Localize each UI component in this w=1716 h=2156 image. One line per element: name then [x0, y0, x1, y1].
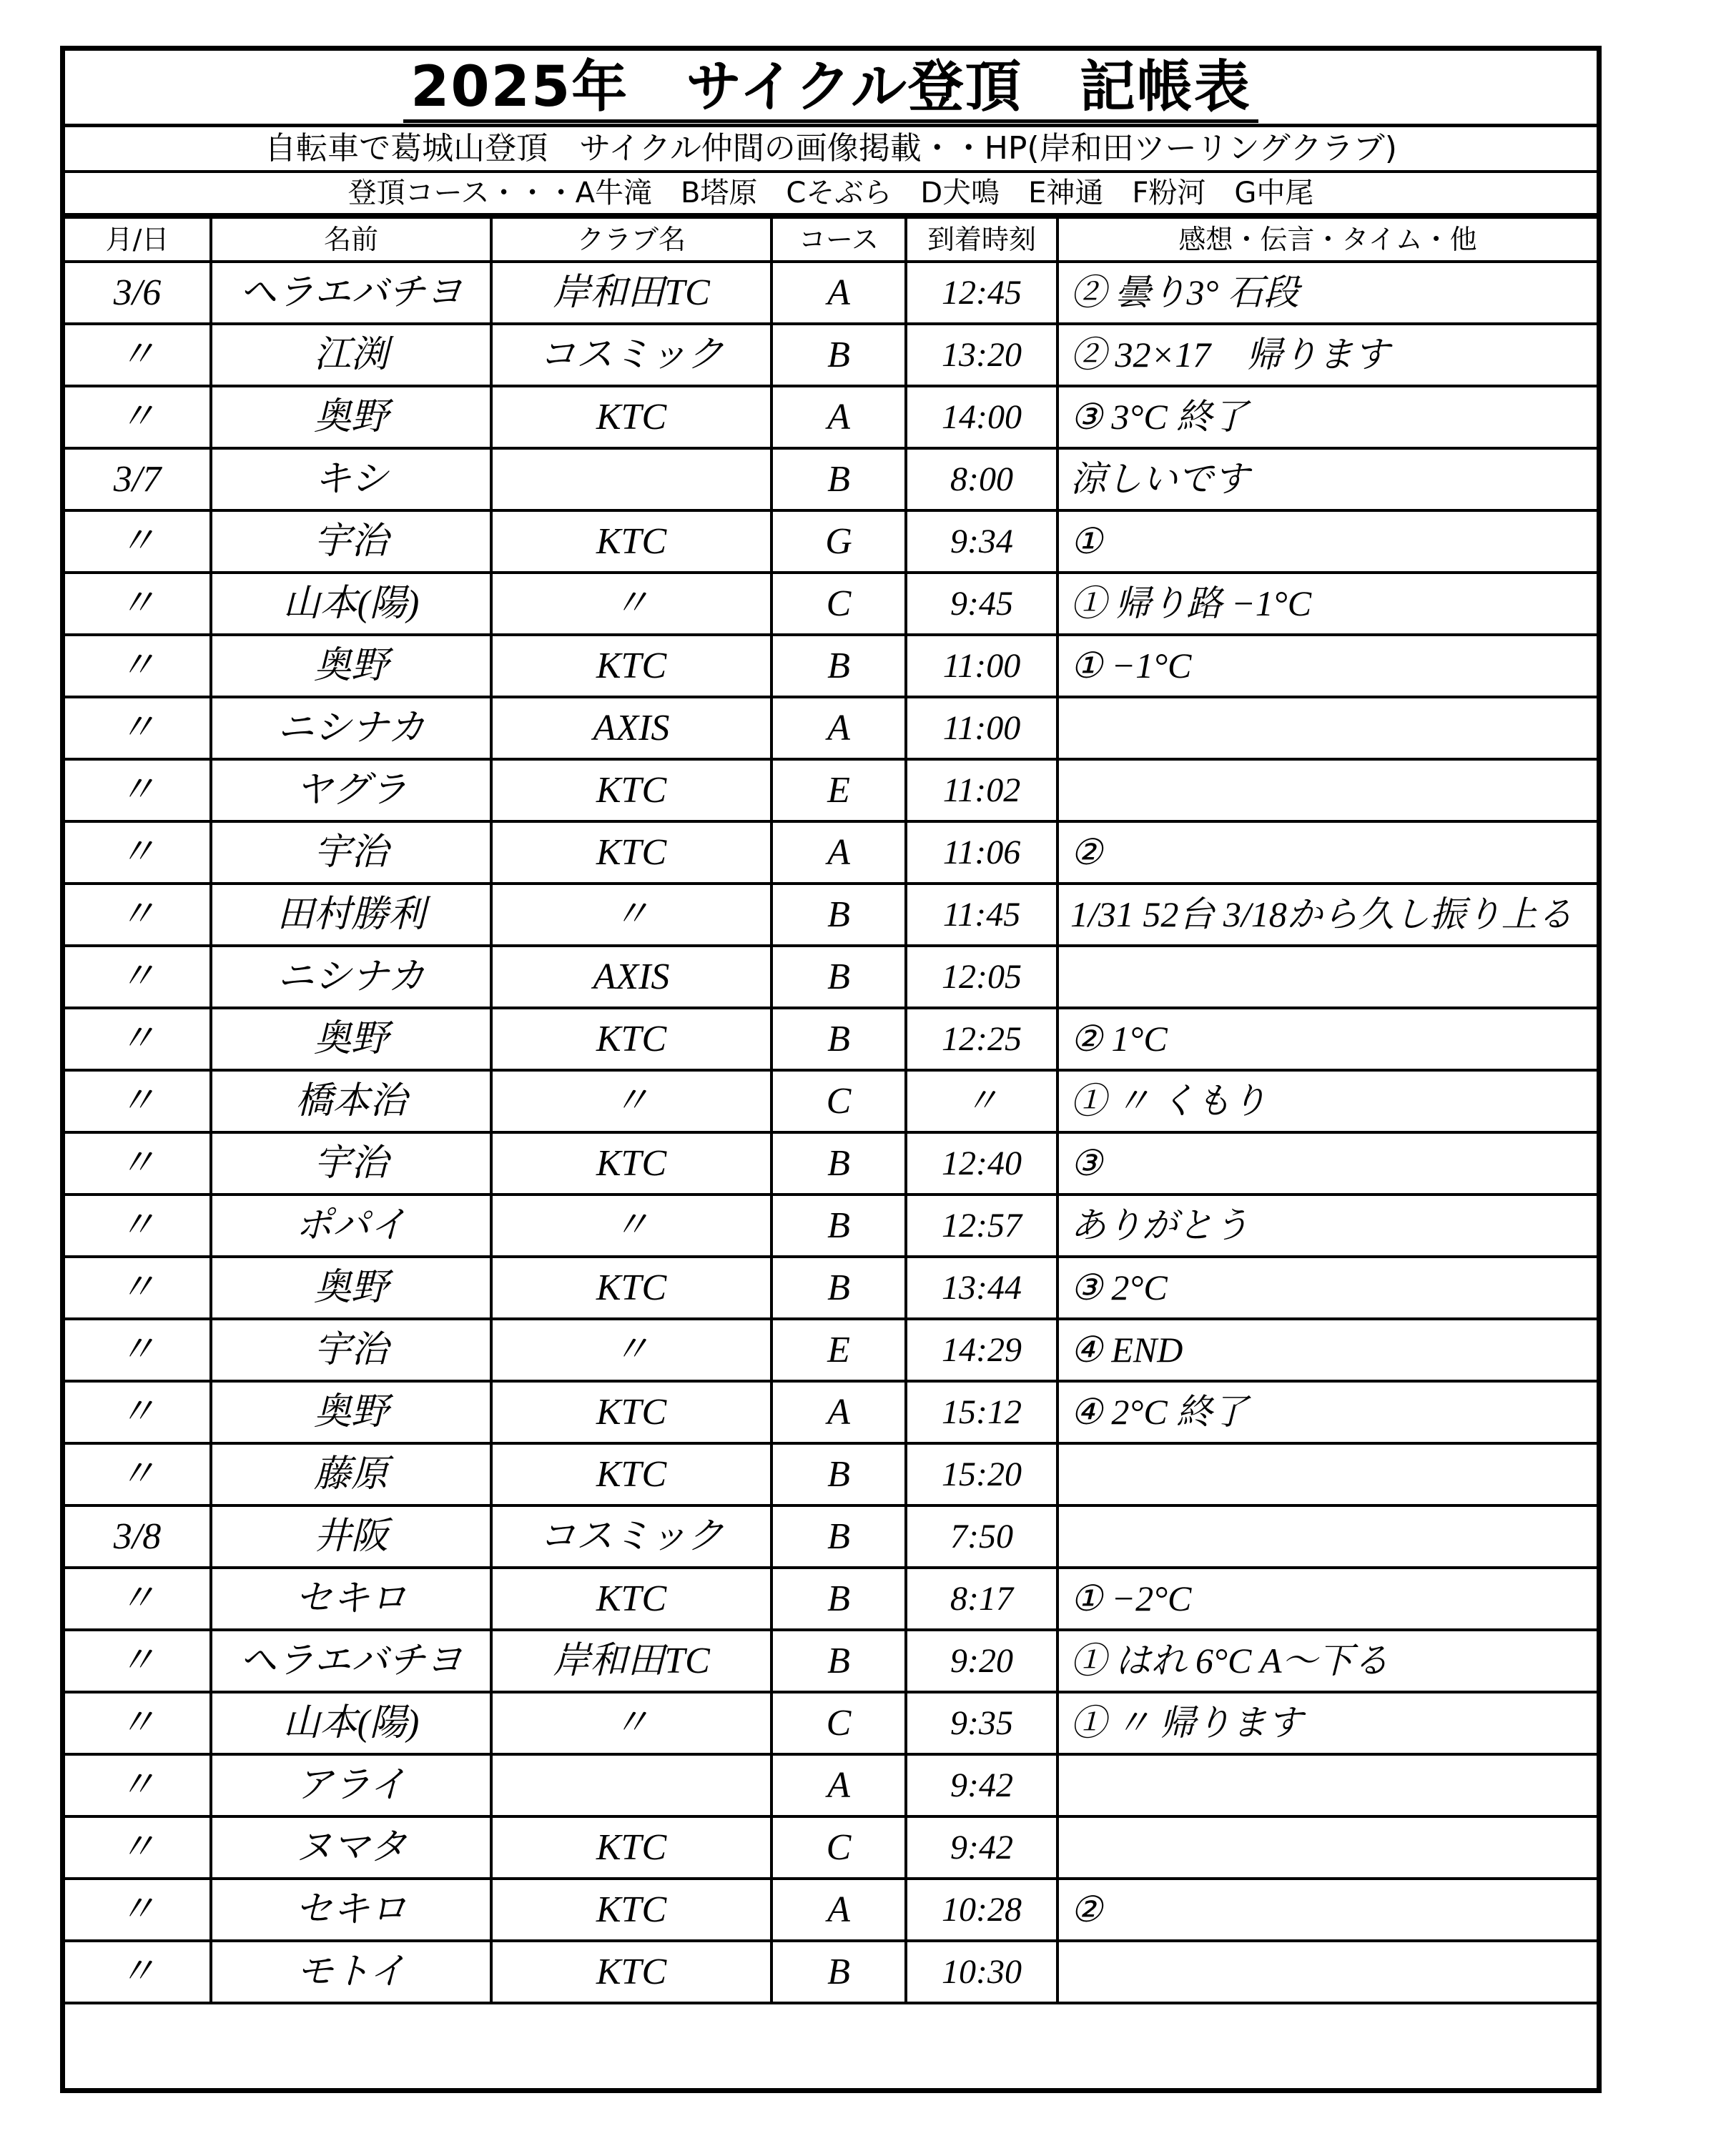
- memo-cell: [1057, 1443, 1597, 1505]
- table-row: [65, 821, 1597, 884]
- club-cell: KTC: [491, 386, 771, 448]
- time-cell: 15:20: [906, 1443, 1057, 1505]
- table-row: [65, 1754, 1597, 1816]
- name-cell: ヤグラ: [211, 759, 491, 821]
- course-cell: B: [771, 946, 906, 1008]
- memo-cell: 1/31 52台 3/18から久し振り上る: [1057, 884, 1597, 946]
- log-table: [65, 216, 1597, 2004]
- name-cell: 宇治: [211, 510, 491, 573]
- time-cell: 12:40: [906, 1132, 1057, 1195]
- memo-cell: ②: [1057, 1879, 1597, 1941]
- table-row: [65, 448, 1597, 510]
- name-cell: 宇治: [211, 821, 491, 884]
- name-cell: 井阪: [211, 1505, 491, 1568]
- name-cell: 藤原: [211, 1443, 491, 1505]
- memo-cell: [1057, 1505, 1597, 1568]
- course-cell: A: [771, 821, 906, 884]
- time-cell: 14:00: [906, 386, 1057, 448]
- memo-cell: ③ 2°C: [1057, 1257, 1597, 1319]
- table-row: [65, 1692, 1597, 1754]
- date-cell: 〃: [65, 324, 211, 386]
- time-cell: 12:45: [906, 262, 1057, 324]
- course-cell: B: [771, 324, 906, 386]
- time-cell: 13:44: [906, 1257, 1057, 1319]
- course-cell: C: [771, 1816, 906, 1879]
- time-cell: 10:28: [906, 1879, 1057, 1941]
- club-cell: KTC: [491, 1443, 771, 1505]
- memo-cell: [1057, 759, 1597, 821]
- table-row: [65, 884, 1597, 946]
- course-cell: A: [771, 697, 906, 759]
- time-cell: 15:12: [906, 1381, 1057, 1443]
- date-cell: 〃: [65, 946, 211, 1008]
- name-cell: 江渕: [211, 324, 491, 386]
- course-cell: B: [771, 1132, 906, 1195]
- memo-cell: ありがとう: [1057, 1195, 1597, 1257]
- course-cell: B: [771, 448, 906, 510]
- time-cell: 9:35: [906, 1692, 1057, 1754]
- club-cell: KTC: [491, 510, 771, 573]
- date-cell: 〃: [65, 884, 211, 946]
- subtitle: 自転車で葛城山登頂 サイクル仲間の画像掲載・・HP(岸和田ツーリングクラブ): [65, 127, 1597, 173]
- name-cell: セキロ: [211, 1879, 491, 1941]
- time-cell: 〃: [906, 1070, 1057, 1132]
- table-row: [65, 946, 1597, 1008]
- time-cell: 9:20: [906, 1630, 1057, 1692]
- course-cell: A: [771, 386, 906, 448]
- time-cell: 9:34: [906, 510, 1057, 573]
- memo-cell: [1057, 1816, 1597, 1879]
- course-cell: B: [771, 635, 906, 697]
- table-row: [65, 1195, 1597, 1257]
- page-title: [65, 51, 1597, 127]
- memo-cell: ② 32×17 帰ります: [1057, 324, 1597, 386]
- name-cell: キシ: [211, 448, 491, 510]
- memo-cell: ③: [1057, 1132, 1597, 1195]
- course-cell: A: [771, 1381, 906, 1443]
- name-cell: 奥野: [211, 1008, 491, 1070]
- club-cell: 〃: [491, 1070, 771, 1132]
- memo-cell: ④ 2°C 終了: [1057, 1381, 1597, 1443]
- club-cell: AXIS: [491, 697, 771, 759]
- date-cell: 〃: [65, 1941, 211, 2003]
- club-cell: 〃: [491, 573, 771, 635]
- course-cell: C: [771, 1692, 906, 1754]
- course-cell: A: [771, 1754, 906, 1816]
- log-body: [65, 262, 1597, 2003]
- column-header-course: コース: [771, 217, 906, 262]
- date-cell: 〃: [65, 386, 211, 448]
- table-row: [65, 386, 1597, 448]
- time-cell: 13:20: [906, 324, 1057, 386]
- time-cell: 8:00: [906, 448, 1057, 510]
- table-row: [65, 1132, 1597, 1195]
- date-cell: 〃: [65, 1816, 211, 1879]
- table-row: [65, 262, 1597, 324]
- name-cell: ポパイ: [211, 1195, 491, 1257]
- time-cell: 12:05: [906, 946, 1057, 1008]
- date-cell: 〃: [65, 1381, 211, 1443]
- table-row: [65, 1008, 1597, 1070]
- course-cell: B: [771, 1257, 906, 1319]
- course-cell: B: [771, 1505, 906, 1568]
- name-cell: 奥野: [211, 1257, 491, 1319]
- date-cell: 〃: [65, 821, 211, 884]
- course-cell: B: [771, 1941, 906, 2003]
- time-cell: 8:17: [906, 1568, 1057, 1630]
- club-cell: 岸和田TC: [491, 1630, 771, 1692]
- date-cell: 〃: [65, 1568, 211, 1630]
- course-cell: B: [771, 1195, 906, 1257]
- date-cell: 〃: [65, 759, 211, 821]
- table-row: [65, 759, 1597, 821]
- memo-cell: ② 曇り3° 石段: [1057, 262, 1597, 324]
- memo-cell: ① 〃 くもり: [1057, 1070, 1597, 1132]
- date-cell: 〃: [65, 510, 211, 573]
- name-cell: セキロ: [211, 1568, 491, 1630]
- time-cell: 7:50: [906, 1505, 1057, 1568]
- memo-cell: ④ END: [1057, 1319, 1597, 1381]
- date-cell: 〃: [65, 1132, 211, 1195]
- time-cell: 11:00: [906, 635, 1057, 697]
- date-cell: 〃: [65, 1443, 211, 1505]
- memo-cell: ① −2°C: [1057, 1568, 1597, 1630]
- date-cell: 〃: [65, 1257, 211, 1319]
- course-legend: 登頂コース・・・A牛滝 B塔原 Cそぶら D犬鳴 E神通 F粉河 G中尾: [65, 173, 1597, 216]
- name-cell: 山本(陽): [211, 1692, 491, 1754]
- table-row: [65, 1879, 1597, 1941]
- memo-cell: [1057, 1941, 1597, 2003]
- club-cell: KTC: [491, 1381, 771, 1443]
- table-row: [65, 1319, 1597, 1381]
- club-cell: コスミック: [491, 1505, 771, 1568]
- time-cell: 11:02: [906, 759, 1057, 821]
- course-cell: B: [771, 884, 906, 946]
- memo-cell: ①: [1057, 510, 1597, 573]
- time-cell: 10:30: [906, 1941, 1057, 2003]
- date-cell: 〃: [65, 1319, 211, 1381]
- name-cell: ニシナカ: [211, 946, 491, 1008]
- name-cell: モトイ: [211, 1941, 491, 2003]
- name-cell: 山本(陽): [211, 573, 491, 635]
- club-cell: [491, 1754, 771, 1816]
- date-cell: 〃: [65, 1008, 211, 1070]
- name-cell: 奥野: [211, 386, 491, 448]
- course-cell: B: [771, 1443, 906, 1505]
- date-cell: 3/7: [65, 448, 211, 510]
- time-cell: 9:42: [906, 1754, 1057, 1816]
- club-cell: [491, 448, 771, 510]
- name-cell: 宇治: [211, 1132, 491, 1195]
- date-cell: 〃: [65, 635, 211, 697]
- header-row: [65, 217, 1597, 262]
- club-cell: KTC: [491, 759, 771, 821]
- time-cell: 12:25: [906, 1008, 1057, 1070]
- memo-cell: ① 帰り路 −1°C: [1057, 573, 1597, 635]
- table-row: [65, 1070, 1597, 1132]
- date-cell: 〃: [65, 697, 211, 759]
- column-header-date: 月/日: [65, 217, 211, 262]
- course-cell: B: [771, 1568, 906, 1630]
- memo-cell: [1057, 1754, 1597, 1816]
- name-cell: 奥野: [211, 635, 491, 697]
- time-cell: 9:45: [906, 573, 1057, 635]
- name-cell: 橋本治: [211, 1070, 491, 1132]
- time-cell: 14:29: [906, 1319, 1057, 1381]
- table-row: [65, 510, 1597, 573]
- name-cell: 宇治: [211, 1319, 491, 1381]
- table-row: [65, 1941, 1597, 2003]
- memo-cell: ① −1°C: [1057, 635, 1597, 697]
- date-cell: 〃: [65, 1692, 211, 1754]
- club-cell: AXIS: [491, 946, 771, 1008]
- memo-cell: ① 〃 帰ります: [1057, 1692, 1597, 1754]
- table-row: [65, 1568, 1597, 1630]
- table-row: [65, 1443, 1597, 1505]
- club-cell: KTC: [491, 1257, 771, 1319]
- club-cell: 〃: [491, 1195, 771, 1257]
- log-sheet: [60, 46, 1602, 2093]
- memo-cell: [1057, 946, 1597, 1008]
- table-row: [65, 1630, 1597, 1692]
- course-cell: B: [771, 1630, 906, 1692]
- course-cell: B: [771, 1008, 906, 1070]
- course-cell: A: [771, 262, 906, 324]
- club-cell: 〃: [491, 1319, 771, 1381]
- date-cell: 3/8: [65, 1505, 211, 1568]
- memo-cell: ②: [1057, 821, 1597, 884]
- column-header-name: 名前: [211, 217, 491, 262]
- table-row: [65, 324, 1597, 386]
- name-cell: ヘラエバチヨ: [211, 1630, 491, 1692]
- memo-cell: ② 1°C: [1057, 1008, 1597, 1070]
- date-cell: 3/6: [65, 262, 211, 324]
- title-text: 2025年 サイクル登頂 記帳表: [403, 55, 1258, 123]
- time-cell: 9:42: [906, 1816, 1057, 1879]
- club-cell: KTC: [491, 1879, 771, 1941]
- name-cell: ヌマタ: [211, 1816, 491, 1879]
- table-row: [65, 1257, 1597, 1319]
- date-cell: 〃: [65, 573, 211, 635]
- time-cell: 12:57: [906, 1195, 1057, 1257]
- name-cell: 田村勝利: [211, 884, 491, 946]
- table-row: [65, 635, 1597, 697]
- name-cell: ニシナカ: [211, 697, 491, 759]
- date-cell: 〃: [65, 1754, 211, 1816]
- club-cell: KTC: [491, 635, 771, 697]
- club-cell: 〃: [491, 1692, 771, 1754]
- table-row: [65, 1381, 1597, 1443]
- club-cell: KTC: [491, 1008, 771, 1070]
- club-cell: コスミック: [491, 324, 771, 386]
- name-cell: アライ: [211, 1754, 491, 1816]
- course-cell: G: [771, 510, 906, 573]
- memo-cell: ③ 3°C 終了: [1057, 386, 1597, 448]
- club-cell: KTC: [491, 1816, 771, 1879]
- table-row: [65, 1816, 1597, 1879]
- date-cell: 〃: [65, 1630, 211, 1692]
- club-cell: KTC: [491, 1941, 771, 2003]
- table-row: [65, 573, 1597, 635]
- memo-cell: ① はれ 6°C A〜下る: [1057, 1630, 1597, 1692]
- table-row: [65, 697, 1597, 759]
- table-row: [65, 1505, 1597, 1568]
- club-cell: KTC: [491, 821, 771, 884]
- course-cell: C: [771, 573, 906, 635]
- memo-cell: 涼しいです: [1057, 448, 1597, 510]
- name-cell: 奥野: [211, 1381, 491, 1443]
- course-cell: C: [771, 1070, 906, 1132]
- date-cell: 〃: [65, 1879, 211, 1941]
- time-cell: 11:00: [906, 697, 1057, 759]
- column-header-club: クラブ名: [491, 217, 771, 262]
- column-header-memo: 感想・伝言・タイム・他: [1057, 217, 1597, 262]
- name-cell: ヘラエバチヨ: [211, 262, 491, 324]
- date-cell: 〃: [65, 1195, 211, 1257]
- time-cell: 11:06: [906, 821, 1057, 884]
- time-cell: 11:45: [906, 884, 1057, 946]
- course-cell: A: [771, 1879, 906, 1941]
- date-cell: 〃: [65, 1070, 211, 1132]
- club-cell: 岸和田TC: [491, 262, 771, 324]
- course-cell: E: [771, 759, 906, 821]
- memo-cell: [1057, 697, 1597, 759]
- column-header-time: 到着時刻: [906, 217, 1057, 262]
- club-cell: 〃: [491, 884, 771, 946]
- club-cell: KTC: [491, 1132, 771, 1195]
- course-cell: E: [771, 1319, 906, 1381]
- club-cell: KTC: [491, 1568, 771, 1630]
